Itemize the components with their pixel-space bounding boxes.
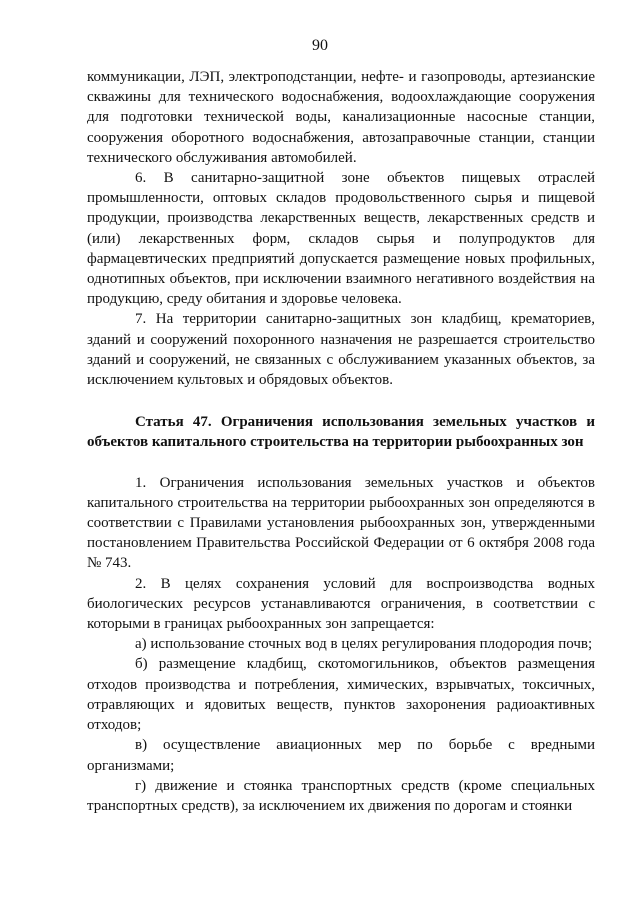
spacer	[87, 390, 595, 412]
spacer	[87, 453, 595, 473]
paragraph-subitem-b: б) размещение кладбищ, скотомогильников, объектов размещения отходов производства и потребления, химических, взрывчатых, токсичных, отравляющих и ядовитых веществ, пунктов захоронения радиоактивных отходов;	[87, 656, 595, 734]
paragraph-item-1: 1. Ограничения использования земельных участков и объектов капитального строительства на территории рыбоохранных зон определяются в соответствии с Правилами установления рыбоохранных зон, утвержденными постановлением Правительства Российской Федерации от 6 октября 2008 года № 743.	[87, 474, 595, 572]
paragraph-item-7: 7. На территории санитарно-защитных зон кладбищ, крематориев, зданий и сооружений похоронного назначения не разрешается строительство зданий и сооружений, не связанных с обслуживанием указанных объектов, за исключением культовых и обрядовых объектов.	[87, 311, 595, 389]
paragraph-item-6: 6. В санитарно-защитной зоне объектов пищевых отраслей промышленности, оптовых складов продовольственного сырья и пищевой продукции, производства лекарственных веществ, лекарственных средств и (или) лекарственных форм, складов сырья и полупродуктов для фармацевтических предприятий допускается размещение новых профильных, однотипных объектов, при исключении взаимного негативного воздействия на продукцию, среду обитания и здоровье человека.	[87, 170, 595, 308]
paragraph-item-2: 2. В целях сохранения условий для воспроизводства водных биологических ресурсов устанавливаются ограничения, в соответствии с которыми в границах рыбоохранных зон запрещается:	[87, 575, 595, 633]
paragraph-subitem-g: г) движение и стоянка транспортных средств (кроме специальных транспортных средств), за исключением их движения по дорогам и стоянки	[87, 777, 595, 814]
paragraph-continuation: коммуникации, ЛЭП, электроподстанции, нефте- и газопроводы, артезианские скважины для технического водоснабжения, водоохлаждающие сооружения для подготовки технической воды, канализационные насосные станции, сооружения оборотного водоснабжения, автозаправочные станции, станции технического обслуживания автомобилей.	[87, 69, 595, 166]
page-number: 90	[312, 37, 328, 54]
paragraph-subitem-a: а) использование сточных вод в целях регулирования плодородия почв;	[135, 636, 593, 653]
paragraph-subitem-v: в) осуществление авиационных мер по борьбе с вредными организмами;	[87, 737, 595, 774]
document-body	[87, 67, 595, 816]
article-heading: Статья 47. Ограничения использования земельных участков и объектов капитального строительства на территории рыбоохранных зон	[87, 414, 595, 451]
